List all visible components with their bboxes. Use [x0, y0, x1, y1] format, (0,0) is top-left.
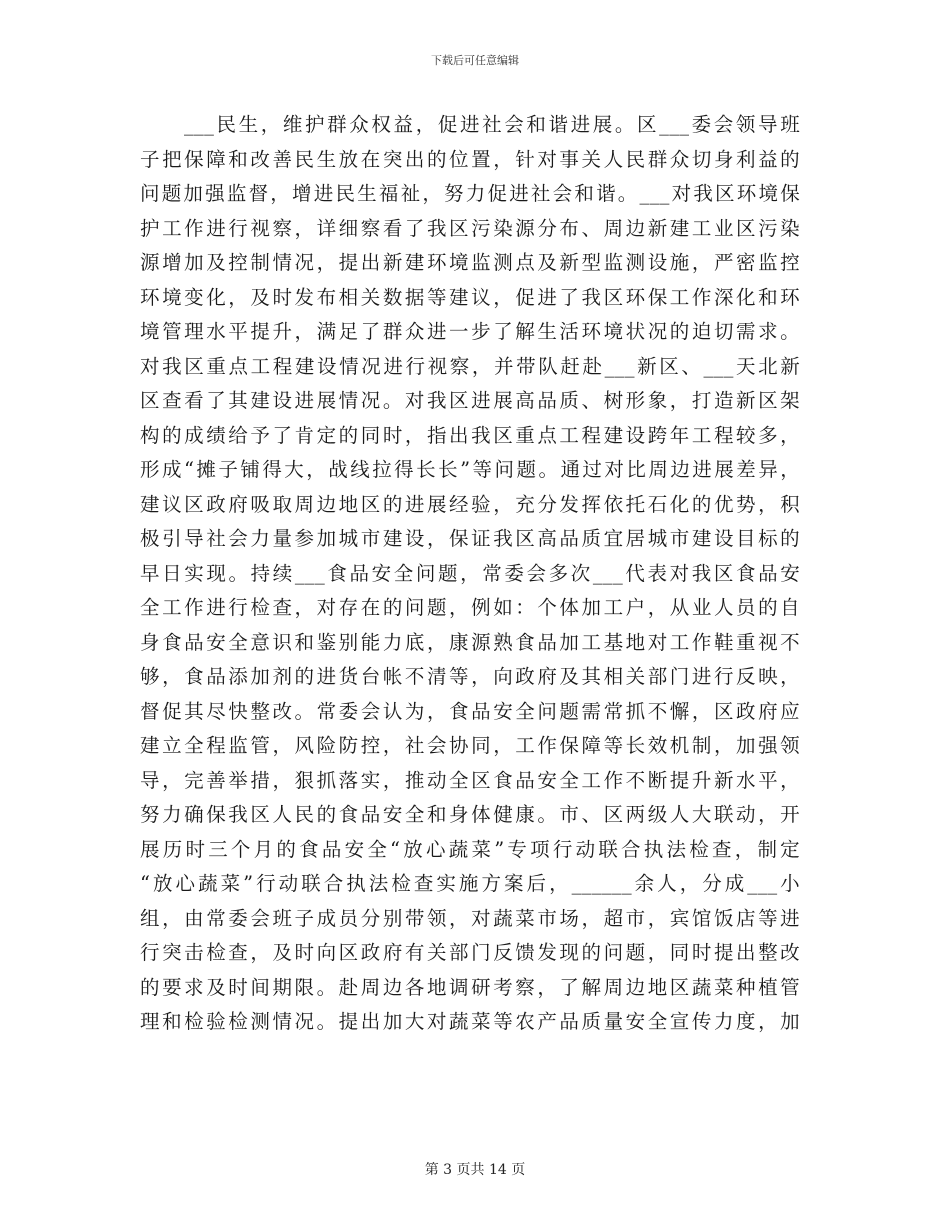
- text-line: 护工作进行视察，详细察看了我区污染源分布、周边新建工业区污染: [140, 216, 800, 240]
- text-line: 建立全程监管，风险防控，社会协同，工作保障等长效机制，加强领: [140, 734, 800, 757]
- text-line: 区查看了其建设进展情况。对我区进展高品质、树形象，打造新区架: [140, 389, 800, 412]
- text-line: 极引导社会力量参加城市建设，保证我区高品质宜居城市建设目标的: [140, 527, 800, 550]
- text-line: 源增加及控制情况，提出新建环境监测点及新型监测设施，严密监控: [140, 251, 800, 274]
- text-line: “放心蔬菜”行动联合执法检查实施方案后，______余人，分成___小: [140, 872, 800, 895]
- text-line: ___民生，维护群众权益，促进社会和谐进展。区___委会领导班: [184, 113, 800, 136]
- text-line: 督促其尽快整改。常委会认为，食品安全问题需常抓不懈，区政府应: [140, 699, 800, 723]
- text-line: 努力确保我区人民的食品安全和身体健康。市、区两级人大联动，开: [140, 803, 800, 826]
- text-line: 行突击检查，及时向区政府有关部门反馈发现的问题，同时提出整改: [140, 941, 800, 964]
- text-line: 境管理水平提升，满足了群众进一步了解生活环境状况的迫切需求。: [140, 320, 800, 343]
- text-line: 问题加强监督，增进民生福祉，努力促进社会和谐。___对我区环境保: [140, 182, 800, 205]
- text-line: 形成“摊子铺得大，战线拉得长长”等问题。通过对比周边进展差异，: [140, 458, 800, 481]
- text-line: 理和检验检测情况。提出加大对蔬菜等农产品质量安全宣传力度，加: [140, 1010, 800, 1033]
- text-line: 身食品安全意识和鉴别能力底，康源熟食品加工基地对工作鞋重视不: [140, 630, 800, 654]
- body-text: [140, 108, 800, 1040]
- text-line: 组，由常委会班子成员分别带领，对蔬菜市场，超市，宾馆饭店等进: [140, 906, 800, 930]
- text-line: 展历时三个月的食品安全“放心蔬菜”专项行动联合执法检查，制定: [140, 837, 800, 861]
- text-line: 对我区重点工程建设情况进行视察，并带队赶赴___新区、___天北新: [140, 354, 800, 378]
- page-number: 第 3 页共 14 页: [424, 1162, 526, 1178]
- text-line: 够，食品添加剂的进货台帐不清等，向政府及其相关部门进行反映，: [140, 665, 800, 688]
- text-line: 早日实现。持续___食品安全问题，常委会多次___代表对我区食品安: [140, 561, 800, 585]
- text-line: 建议区政府吸取周边地区的进展经验，充分发挥依托石化的优势，积: [140, 492, 800, 516]
- text-line: 构的成绩给予了肯定的同时，指出我区重点工程建设跨年工程较多，: [140, 423, 800, 447]
- text-line: 子把保障和改善民生放在突出的位置，针对事关人民群众切身利益的: [140, 147, 800, 171]
- text-line: 的要求及时间期限。赴周边各地调研考察，了解周边地区蔬菜种植管: [140, 975, 800, 999]
- text-line: 导，完善举措，狠抓落实，推动全区食品安全工作不断提升新水平，: [140, 768, 800, 792]
- text-line: 全工作进行检查，对存在的问题，例如：个体加工户，从业人员的自: [140, 596, 800, 619]
- page-header: 下载后可任意编辑: [431, 54, 519, 67]
- text-line: 环境变化，及时发布相关数据等建议，促进了我区环保工作深化和环: [140, 285, 800, 309]
